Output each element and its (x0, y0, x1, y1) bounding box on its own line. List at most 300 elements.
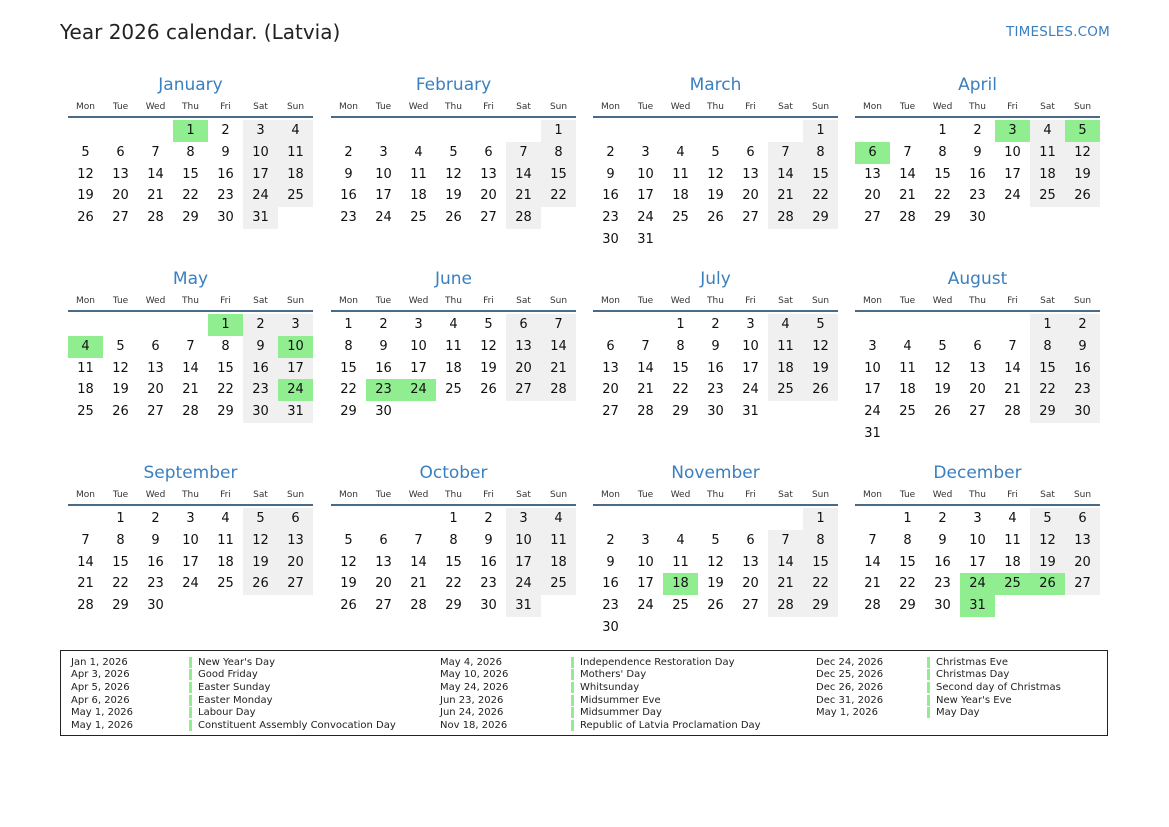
holiday-day-cell: 24 (278, 379, 313, 401)
weekday-header (68, 99, 313, 116)
day-cell: 31 (243, 207, 278, 229)
day-cell: 27 (969, 404, 986, 420)
week-row (593, 530, 838, 552)
empty-cell (1030, 207, 1065, 229)
holiday-marker (189, 682, 192, 693)
holiday-date: Dec 25, 2026 (816, 669, 884, 681)
holiday-name: Easter Monday (198, 694, 273, 706)
holiday-date: Jun 24, 2026 (440, 707, 504, 719)
day-cell: 19 (340, 576, 357, 592)
weekday-label: Sat (778, 296, 793, 306)
day-cell: 2 (606, 532, 615, 548)
empty-cell (925, 423, 960, 445)
day-cell: 3 (973, 511, 982, 526)
day-cell: 4 (414, 144, 423, 160)
empty-cell (1030, 423, 1065, 445)
day-cell: 20 (506, 358, 541, 380)
holiday-entry (440, 706, 761, 719)
week-row (68, 358, 313, 380)
day-cell: 2 (973, 123, 982, 138)
weekday-label: Wed (145, 490, 166, 500)
day-cell: 14 (768, 164, 803, 186)
empty-cell (663, 120, 698, 142)
weekday-label: Sat (516, 296, 531, 306)
day-cell: 5 (449, 144, 458, 160)
holiday-day-cell: 25 (995, 573, 1030, 595)
day-cell: 30 (375, 404, 392, 420)
empty-cell (243, 595, 278, 617)
week-row (331, 120, 576, 142)
day-cell: 8 (186, 144, 195, 160)
day-cell: 10 (637, 166, 654, 182)
day-cell: 30 (480, 598, 497, 614)
holiday-marker (189, 707, 192, 718)
day-cell: 5 (1030, 508, 1065, 530)
day-cell: 2 (221, 123, 230, 138)
holiday-name: May Day (936, 707, 980, 719)
holiday-date: May 10, 2026 (440, 669, 509, 681)
weekday-label: Fri (220, 296, 231, 306)
holiday-marker (571, 669, 574, 680)
holiday-marker (927, 669, 930, 680)
day-cell: 24 (864, 404, 881, 420)
weekday-label: Mon (76, 490, 95, 500)
holiday-day-cell: 1 (208, 314, 243, 336)
month-name: August (947, 269, 1008, 289)
day-cell: 31 (278, 401, 313, 423)
weekday-label: Sun (286, 296, 305, 306)
month-name: February (415, 75, 492, 95)
weekday-label: Thu (445, 102, 462, 112)
day-cell: 1 (116, 511, 125, 526)
day-cell: 19 (1065, 164, 1100, 186)
day-cell: 7 (506, 142, 541, 164)
empty-cell (663, 508, 698, 530)
day-cell: 1 (344, 317, 353, 332)
weekday-label: Mon (601, 102, 620, 112)
weekday-label: Sat (253, 490, 268, 500)
day-cell: 24 (243, 185, 278, 207)
day-cell: 15 (1030, 358, 1065, 380)
header-divider (593, 310, 838, 312)
holiday-marker (571, 695, 574, 706)
day-cell: 30 (243, 401, 278, 423)
day-cell: 12 (445, 166, 462, 182)
day-cell: 7 (868, 532, 877, 548)
day-cell: 17 (375, 188, 392, 204)
weekday-label: Mon (863, 296, 882, 306)
week-row (855, 530, 1100, 552)
day-cell: 17 (637, 576, 654, 592)
holiday-day-cell: 1 (173, 120, 208, 142)
weekday-header (593, 487, 838, 504)
weekday-label: Mon (76, 102, 95, 112)
day-cell: 28 (410, 598, 427, 614)
day-cell: 20 (742, 576, 759, 592)
day-cell: 16 (1065, 358, 1100, 380)
day-cell: 3 (641, 144, 650, 160)
day-cell: 12 (77, 166, 94, 182)
empty-cell (803, 617, 838, 639)
empty-cell (68, 120, 103, 142)
day-cell: 14 (77, 554, 94, 570)
week-row (68, 530, 313, 552)
week-row (68, 595, 313, 617)
day-cell: 22 (803, 185, 838, 207)
day-cell: 15 (182, 166, 199, 182)
day-cell: 8 (803, 530, 838, 552)
empty-cell (733, 508, 768, 530)
day-cell: 8 (541, 142, 576, 164)
day-cell: 6 (973, 338, 982, 354)
weekday-label: Wed (670, 102, 691, 112)
weekday-label: Tue (375, 102, 392, 112)
empty-cell (593, 314, 628, 336)
month-august (855, 267, 1100, 445)
day-cell: 14 (410, 554, 427, 570)
weekday-label: Thu (969, 490, 986, 500)
holiday-marker (927, 695, 930, 706)
holiday-date: May 1, 2026 (816, 707, 879, 719)
week-row (855, 423, 1100, 445)
day-cell: 14 (182, 360, 199, 376)
week-row (855, 314, 1100, 336)
empty-cell (925, 314, 960, 336)
day-cell: 15 (112, 554, 129, 570)
day-cell: 15 (445, 554, 462, 570)
empty-cell (401, 120, 436, 142)
weekday-label: Sun (811, 102, 830, 112)
day-cell: 24 (506, 573, 541, 595)
day-cell: 8 (449, 532, 458, 548)
day-cell: 6 (484, 144, 493, 160)
weekday-label: Tue (112, 102, 129, 112)
day-cell: 21 (899, 188, 916, 204)
weekday-label: Wed (932, 490, 953, 500)
day-cell: 23 (340, 210, 357, 226)
empty-cell (733, 617, 768, 639)
day-cell: 24 (182, 576, 199, 592)
day-cell: 27 (602, 404, 619, 420)
holiday-entry (71, 669, 396, 682)
empty-cell (436, 120, 471, 142)
day-cell: 7 (541, 314, 576, 336)
day-cell: 7 (1008, 338, 1017, 354)
day-cell: 26 (243, 573, 278, 595)
day-cell: 29 (445, 598, 462, 614)
holiday-entry (71, 719, 396, 732)
day-cell: 1 (449, 511, 458, 526)
day-cell: 10 (969, 532, 986, 548)
holiday-date: Nov 18, 2026 (440, 719, 508, 731)
week-row (593, 120, 838, 142)
month-name: January (158, 75, 223, 95)
holiday-entry (440, 694, 761, 707)
weekday-label: Fri (1007, 296, 1018, 306)
day-cell: 2 (606, 144, 615, 160)
week-row (331, 530, 576, 552)
weekday-label: Tue (637, 296, 654, 306)
day-cell: 31 (506, 595, 541, 617)
empty-cell (995, 595, 1030, 617)
day-cell: 28 (147, 210, 164, 226)
weekday-label: Wed (670, 296, 691, 306)
empty-cell (698, 229, 733, 251)
month-december (855, 461, 1100, 617)
month-november (593, 461, 838, 639)
header-divider (68, 310, 313, 312)
empty-cell (698, 617, 733, 639)
day-cell: 24 (1004, 188, 1021, 204)
empty-cell (68, 508, 103, 530)
weekday-header (855, 487, 1100, 504)
day-cell: 12 (803, 336, 838, 358)
month-name: September (143, 463, 238, 483)
weekday-label: Sun (1073, 102, 1092, 112)
day-cell: 18 (1030, 164, 1065, 186)
day-cell: 23 (934, 576, 951, 592)
weekday-label: Wed (932, 296, 953, 306)
empty-cell (855, 314, 890, 336)
empty-cell (890, 423, 925, 445)
holiday-day-cell: 4 (68, 336, 103, 358)
empty-cell (68, 314, 103, 336)
holiday-date: Apr 6, 2026 (71, 694, 130, 706)
empty-cell (803, 401, 838, 423)
holiday-name: Mothers' Day (580, 669, 647, 681)
empty-cell (401, 508, 436, 530)
day-cell: 26 (707, 210, 724, 226)
day-cell: 28 (1004, 404, 1021, 420)
week-row (331, 358, 576, 380)
day-cell: 23 (602, 598, 619, 614)
week-row (331, 552, 576, 574)
day-cell: 17 (637, 188, 654, 204)
day-cell: 7 (81, 532, 90, 548)
week-row (68, 314, 313, 336)
week-row (855, 573, 1100, 595)
week-row (68, 120, 313, 142)
day-cell: 24 (375, 210, 392, 226)
day-cell: 15 (541, 164, 576, 186)
day-cell: 20 (147, 382, 164, 398)
day-cell: 23 (480, 576, 497, 592)
week-row (68, 164, 313, 186)
weekday-label: Mon (339, 296, 358, 306)
day-cell: 27 (742, 210, 759, 226)
day-cell: 11 (77, 360, 94, 376)
weekday-label: Tue (637, 102, 654, 112)
day-cell: 21 (410, 576, 427, 592)
day-cell: 14 (1004, 360, 1021, 376)
month-name: March (689, 75, 742, 95)
day-cell: 18 (768, 358, 803, 380)
day-cell: 20 (1065, 552, 1100, 574)
empty-cell (103, 314, 138, 336)
week-row (68, 336, 313, 358)
holiday-marker (571, 657, 574, 668)
day-cell: 23 (147, 576, 164, 592)
empty-cell (593, 120, 628, 142)
weekday-label: Wed (145, 296, 166, 306)
week-row (593, 595, 838, 617)
day-cell: 2 (151, 511, 160, 526)
holiday-name: Good Friday (198, 669, 258, 681)
week-row (855, 358, 1100, 380)
day-cell: 16 (969, 166, 986, 182)
empty-cell (278, 595, 313, 617)
day-cell: 13 (506, 336, 541, 358)
holiday-marker (571, 707, 574, 718)
day-cell: 17 (243, 164, 278, 186)
day-cell: 15 (672, 360, 689, 376)
header-divider (855, 310, 1100, 312)
holiday-entry (440, 669, 761, 682)
day-cell: 16 (480, 554, 497, 570)
weekday-label: Tue (112, 490, 129, 500)
weekday-label: Thu (969, 102, 986, 112)
day-cell: 3 (746, 317, 755, 332)
holiday-marker (571, 682, 574, 693)
empty-cell (506, 401, 541, 423)
day-cell: 23 (1065, 379, 1100, 401)
day-cell: 28 (637, 404, 654, 420)
day-cell: 21 (637, 382, 654, 398)
day-cell: 16 (217, 166, 234, 182)
holiday-day-cell: 18 (663, 573, 698, 595)
day-cell: 23 (217, 188, 234, 204)
week-row (68, 401, 313, 423)
day-cell: 9 (711, 338, 720, 354)
empty-cell (436, 401, 471, 423)
day-cell: 12 (1030, 530, 1065, 552)
brand-link[interactable]: TIMESLES.COM (1006, 24, 1110, 40)
weekday-label: Sat (778, 490, 793, 500)
empty-cell (768, 401, 803, 423)
holiday-day-cell: 5 (1065, 120, 1100, 142)
weekday-label: Fri (745, 102, 756, 112)
day-cell: 30 (707, 404, 724, 420)
header-divider (331, 310, 576, 312)
weekday-header (68, 293, 313, 310)
header-divider (855, 116, 1100, 118)
day-cell: 10 (506, 530, 541, 552)
day-cell: 2 (484, 511, 493, 526)
day-cell: 27 (864, 210, 881, 226)
day-cell: 20 (969, 382, 986, 398)
day-cell: 8 (344, 338, 353, 354)
weekday-label: Sun (549, 490, 568, 500)
day-cell: 6 (606, 338, 615, 354)
day-cell: 25 (410, 210, 427, 226)
month-name: April (958, 75, 997, 95)
holiday-date: Dec 31, 2026 (816, 694, 884, 706)
day-cell: 9 (1065, 336, 1100, 358)
month-name: October (419, 463, 488, 483)
weekday-label: Sat (516, 102, 531, 112)
empty-cell (541, 401, 576, 423)
weekday-label: Wed (670, 490, 691, 500)
day-cell: 10 (864, 360, 881, 376)
day-cell: 26 (707, 598, 724, 614)
page-title: Year 2026 calendar. (Latvia) (60, 20, 341, 44)
day-cell: 9 (151, 532, 160, 548)
weekday-label: Tue (112, 296, 129, 306)
day-cell: 6 (506, 314, 541, 336)
day-cell: 3 (186, 511, 195, 526)
week-row (855, 207, 1100, 229)
holiday-name: Midsummer Eve (580, 694, 661, 706)
empty-cell (698, 508, 733, 530)
day-cell: 11 (672, 554, 689, 570)
holiday-marker (189, 695, 192, 706)
day-cell: 9 (344, 166, 353, 182)
day-cell: 18 (445, 360, 462, 376)
day-cell: 4 (449, 317, 458, 332)
day-cell: 14 (541, 336, 576, 358)
empty-cell (173, 595, 208, 617)
day-cell: 17 (1004, 166, 1021, 182)
holiday-date: Apr 3, 2026 (71, 669, 130, 681)
holiday-name: Christmas Day (936, 669, 1010, 681)
weekday-header (855, 99, 1100, 116)
day-cell: 9 (484, 532, 493, 548)
day-cell: 14 (506, 164, 541, 186)
weekday-label: Tue (637, 490, 654, 500)
day-cell: 28 (182, 404, 199, 420)
week-row (593, 573, 838, 595)
day-cell: 15 (340, 360, 357, 376)
week-row (593, 164, 838, 186)
holiday-entry (816, 706, 1061, 719)
day-cell: 9 (973, 144, 982, 160)
empty-cell (471, 120, 506, 142)
empty-cell (331, 120, 366, 142)
day-cell: 28 (864, 598, 881, 614)
day-cell: 29 (803, 207, 838, 229)
day-cell: 10 (182, 532, 199, 548)
day-cell: 2 (1065, 314, 1100, 336)
week-row (331, 142, 576, 164)
day-cell: 27 (375, 598, 392, 614)
day-cell: 6 (746, 532, 755, 548)
holiday-column-1 (71, 656, 396, 732)
day-cell: 13 (1065, 530, 1100, 552)
day-cell: 3 (243, 120, 278, 142)
holiday-name: Second day of Christmas (936, 681, 1061, 693)
holiday-name: New Year's Day (198, 656, 276, 668)
week-row (593, 379, 838, 401)
day-cell: 20 (602, 382, 619, 398)
day-cell: 2 (711, 317, 720, 332)
day-cell: 13 (742, 554, 759, 570)
holiday-marker (927, 707, 930, 718)
empty-cell (593, 508, 628, 530)
day-cell: 14 (899, 166, 916, 182)
weekday-label: Tue (375, 490, 392, 500)
week-row (855, 185, 1100, 207)
day-cell: 25 (217, 576, 234, 592)
day-cell: 5 (803, 314, 838, 336)
week-row (593, 207, 838, 229)
day-cell: 16 (602, 188, 619, 204)
weekday-label: Sat (1040, 102, 1055, 112)
day-cell: 11 (1030, 142, 1065, 164)
holiday-list (60, 650, 1108, 736)
day-cell: 1 (541, 120, 576, 142)
day-cell: 30 (217, 210, 234, 226)
empty-cell (628, 617, 663, 639)
